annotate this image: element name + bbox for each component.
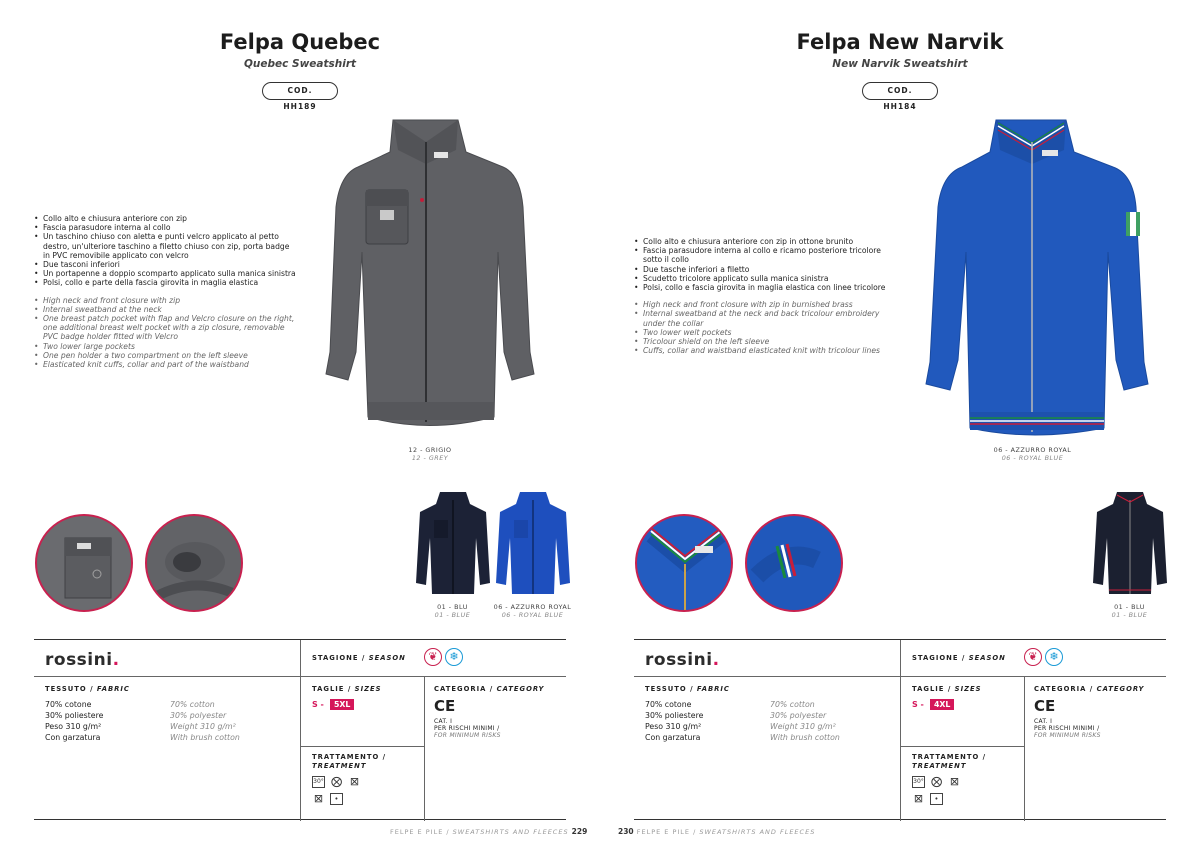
feature-item: • Un portapenne a doppio scomparto applicato sulla manica sinistra (34, 269, 296, 278)
page-number: 229 (571, 827, 588, 836)
feature-item: • Two lower welt pockets (634, 328, 896, 337)
color-label-en: 06 - ROYAL BLUE (501, 611, 564, 619)
fabric-composition-it: 70% cotone 30% poliestere Peso 310 g/m² Con garzatura (645, 700, 704, 742)
product-subtitle: New Narvik Sweatshirt (832, 58, 968, 70)
feature-item: • Collo alto e chiusura anteriore con zip in ottone brunito (634, 237, 896, 246)
feature-item: • Internal sweatband at the neck and back tricolour embroidery under the collar (634, 309, 896, 327)
feature-item: • Fascia parasudore interna al collo (34, 223, 296, 232)
size-range-start: S - (912, 700, 924, 709)
treatment-label: TRATTAMENTO / TREATMENT (912, 753, 987, 770)
color-label-it: 01 - BLU (1114, 603, 1145, 611)
feature-item: • One breast patch pocket with flap and Velcro closure on the right, one additional breast welt pocket with a zip closure, removable PVC badge holder fitted with Velcro (34, 314, 296, 342)
features-english-list (634, 300, 896, 355)
brand-logo: rossini. (645, 650, 720, 670)
detail-circle-cuff (745, 514, 843, 612)
page-footer: 230 FELPE E PILE / SWEATSHIRTS AND FLEECES (618, 827, 816, 836)
ce-mark-icon: CE (434, 697, 456, 715)
color-label-it: 12 - GRIGIO (408, 446, 452, 454)
product-image-royal-blue-jacket (898, 112, 1173, 442)
product-subtitle: Quebec Sweatshirt (243, 58, 357, 70)
product-features (34, 214, 296, 369)
no-bleach-icon: ⨂ (931, 775, 942, 788)
collar-detail-icon (637, 516, 733, 612)
fabric-composition-en: 70% cotton 30% polyester Weight 310 g/m² With brush cotton (170, 700, 240, 742)
features-italian-list (634, 237, 896, 292)
feature-item: • One pen holder a two compartment on the left sleeve (34, 351, 296, 360)
detail-circle-collar (635, 514, 733, 612)
color-label-en: 01 - BLUE (434, 611, 471, 619)
detail-circle-pocket (35, 514, 133, 612)
color-label-it: 06 - AZZURRO ROYAL (993, 446, 1072, 454)
feature-item: • High neck and front closure with zip (34, 296, 296, 305)
product-title: Felpa Quebec (219, 30, 381, 54)
color-label-it: 06 - AZZURRO ROYAL (493, 603, 572, 611)
snowflake-icon: ❄ (445, 648, 463, 666)
product-image-grey-jacket (298, 112, 560, 442)
fabric-composition-en: 70% cotton 30% polyester Weight 310 g/m² With brush cotton (770, 700, 840, 742)
ce-mark-icon: CE (1034, 697, 1056, 715)
product-features (634, 237, 896, 355)
season-label: STAGIONE / SEASON (312, 654, 406, 662)
feature-item: • Collo alto e chiusura anteriore con zip (34, 214, 296, 223)
cuff-detail-icon (747, 516, 843, 612)
no-tumble-dry-icon: ⊠ (949, 775, 960, 788)
iron-low-icon: • (330, 793, 343, 805)
feature-item: • Tricolour shield on the left sleeve (634, 337, 896, 346)
wash-30-icon: 30° (312, 776, 325, 788)
spec-table (34, 639, 566, 820)
page-footer: FELPE E PILE / SWEATSHIRTS AND FLEECES 229 (390, 827, 588, 836)
treatment-label: TRATTAMENTO / TREATMENT (312, 753, 387, 770)
feature-item: • Two lower large pockets (34, 342, 296, 351)
alt-color-caption-1 (1087, 603, 1172, 619)
feature-item: • Elasticated knit cuffs, collar and part of the waistband (34, 360, 296, 369)
category-text: CAT. I PER RISCHI MINIMI / FOR MINIMUM RISKS (1034, 718, 1101, 739)
no-tumble-dry-icon: ⊠ (349, 775, 360, 788)
category-label: CATEGORIA / CATEGORY (434, 685, 545, 693)
features-english-list (34, 296, 296, 370)
product-title: Felpa New Narvik (796, 30, 1004, 54)
feature-item: • Polsi, collo e fascia girovita in maglia elastica con linee tricolore (634, 283, 896, 292)
spring-leaf-icon: ❦ (1024, 648, 1042, 666)
snowflake-icon: ❄ (1045, 648, 1063, 666)
feature-item: • Due tasche inferiori a filetto (634, 265, 896, 274)
fabric-label: TESSUTO / FABRIC (45, 685, 130, 693)
sizes-label: TAGLIE / SIZES (312, 685, 382, 693)
detail-circle-cuff (145, 514, 243, 612)
brand-logo: rossini. (45, 650, 120, 670)
spec-table (634, 639, 1166, 820)
feature-item: • Internal sweatband at the neck (34, 305, 296, 314)
pocket-detail-icon (37, 516, 133, 612)
feature-item: • High neck and front closure with zip in burnished brass (634, 300, 896, 309)
sizes-label: TAGLIE / SIZES (912, 685, 982, 693)
feature-item: • Cuffs, collar and waistband elasticated knit with tricolour lines (634, 346, 896, 355)
iron-low-icon: • (930, 793, 943, 805)
main-color-caption (370, 446, 490, 462)
color-label-en: 01 - BLUE (1111, 611, 1148, 619)
no-dry-clean-icon: ⊠ (913, 792, 924, 805)
product-code-badge: COD. HH189 (262, 82, 338, 100)
category-text: CAT. I PER RISCHI MINIMI / FOR MINIMUM RISKS (434, 718, 501, 739)
fabric-composition-it: 70% cotone 30% poliestere Peso 310 g/m² Con garzatura (45, 700, 104, 742)
alt-color-caption-2 (480, 603, 585, 619)
main-color-caption (970, 446, 1095, 462)
size-range-end: 5XL (330, 699, 354, 710)
spring-leaf-icon: ❦ (424, 648, 442, 666)
wash-30-icon: 30° (912, 776, 925, 788)
color-label-en: 12 - GREY (411, 454, 449, 462)
color-label-en: 06 - ROYAL BLUE (1001, 454, 1064, 462)
feature-item: • Scudetto tricolore applicato sulla manica sinistra (634, 274, 896, 283)
color-label-it: 01 - BLU (437, 603, 468, 611)
season-label: STAGIONE / SEASON (912, 654, 1006, 662)
feature-item: • Due tasconi inferiori (34, 260, 296, 269)
no-bleach-icon: ⨂ (331, 775, 342, 788)
product-image-navy (1087, 488, 1172, 598)
fabric-label: TESSUTO / FABRIC (645, 685, 730, 693)
feature-item: • Un taschino chiuso con aletta e punti velcro applicato al petto destro, un'ulteriore taschino a filetto chiuso con zip, porta badge in PVC removibile applicato con velcro (34, 232, 296, 260)
features-italian-list (34, 214, 296, 288)
product-code-badge: COD. HH184 (862, 82, 938, 100)
product-image-blue-navy (410, 488, 495, 598)
feature-item: • Polsi, collo e parte della fascia girovita in maglia elastica (34, 278, 296, 287)
feature-item: • Fascia parasudore interna al collo e ricamo posteriore tricolore sotto il collo (634, 246, 896, 264)
category-label: CATEGORIA / CATEGORY (1034, 685, 1145, 693)
page-number: 230 (618, 827, 634, 836)
product-image-royal-blue (490, 488, 575, 598)
size-range-start: S - (312, 700, 324, 709)
no-dry-clean-icon: ⊠ (313, 792, 324, 805)
cuff-detail-icon (147, 516, 243, 612)
catalog-page-right (600, 0, 1200, 849)
size-range-end: 4XL (930, 699, 954, 710)
